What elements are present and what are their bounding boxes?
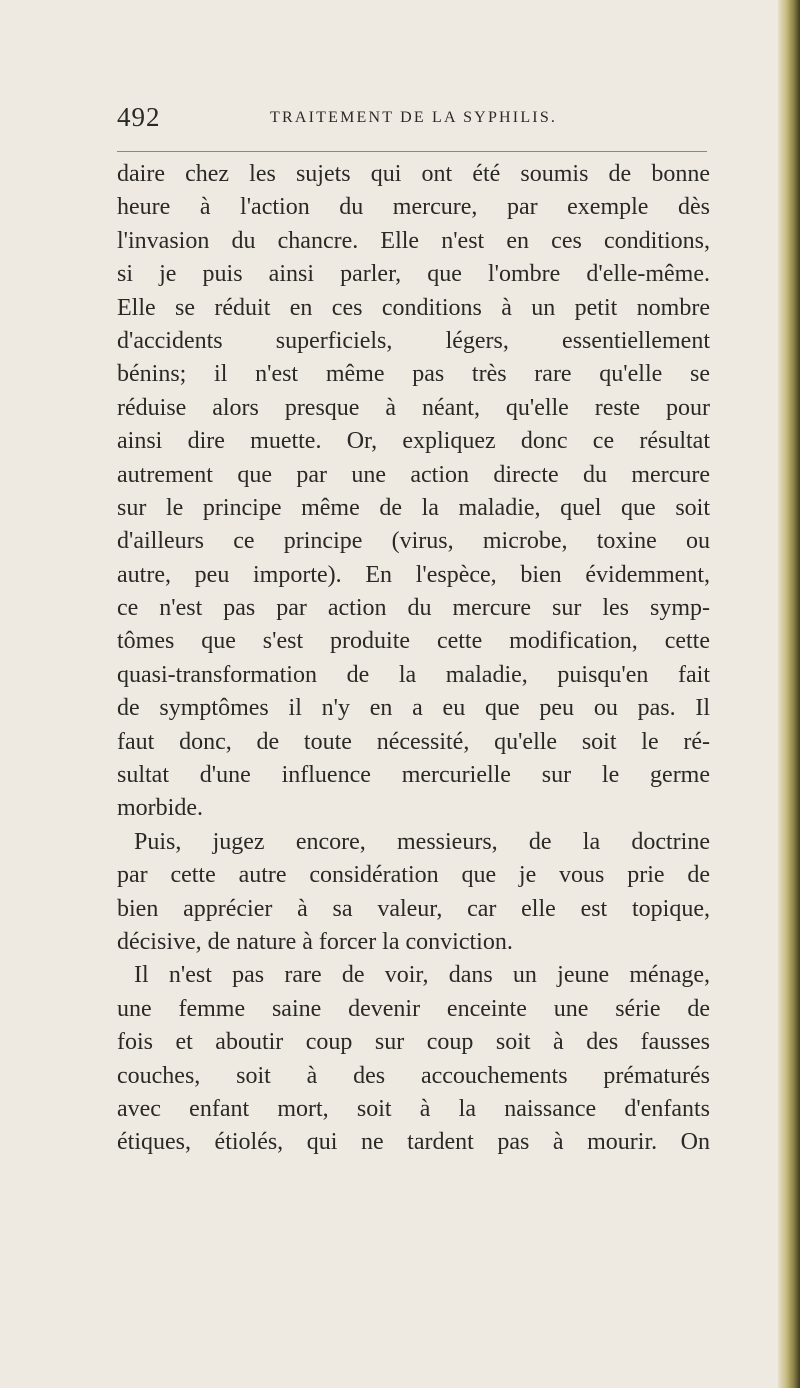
text-line: avec enfant mort, soit à la naissance d'enfants: [117, 1095, 710, 1122]
text-line: heure à l'action du mercure, par exemple dès: [117, 194, 710, 221]
text-line: l'invasion du chancre. Elle n'est en ces conditions,: [117, 227, 710, 254]
text-line: une femme saine devenir enceinte une série de: [117, 995, 710, 1022]
running-head: TRAITEMENT DE LA SYPHILIS.: [270, 109, 558, 126]
text-line: faut donc, de toute nécessité, qu'elle soit le ré-: [117, 728, 710, 755]
text-line: quasi-transformation de la maladie, puisqu'en fait: [117, 661, 710, 688]
text-line: autrement que par une action directe du mercure: [117, 461, 710, 488]
text-line: bénins; il n'est même pas très rare qu'elle se: [117, 361, 710, 388]
text-line: couches, soit à des accouchements prématurés: [117, 1062, 710, 1089]
text-line: daire chez les sujets qui ont été soumis de bonne: [117, 161, 710, 187]
text-line: fois et aboutir coup sur coup soit à des fausses: [117, 1029, 710, 1056]
text-line: bien apprécier à sa valeur, car elle est topique,: [117, 895, 710, 922]
text-line: par cette autre considération que je vous prie de: [117, 862, 710, 889]
text-line: d'accidents superficiels, légers, essentiellement: [117, 327, 710, 354]
text-line: de symptômes il n'y en a eu que peu ou pas. Il: [117, 695, 710, 722]
text-line: décisive, de nature à forcer la conviction.: [117, 928, 513, 955]
text-line: réduise alors presque à néant, qu'elle reste pour: [117, 394, 710, 421]
text-line: sultat d'une influence mercurielle sur le germe: [117, 762, 710, 789]
text-line: autre, peu importe). En l'espèce, bien évidemment,: [117, 561, 710, 588]
page-header: [117, 100, 717, 134]
text-line: Elle se réduit en ces conditions à un petit nombre: [117, 294, 710, 321]
page-number: 492: [117, 102, 161, 132]
text-line: Puis, jugez encore, messieurs, de la doctrine: [134, 828, 710, 855]
page-edge: [778, 0, 800, 1388]
text-line: si je puis ainsi parler, que l'ombre d'elle-même.: [117, 261, 710, 288]
text-line: Il n'est pas rare de voir, dans un jeune ménage,: [134, 962, 710, 989]
text-line: ainsi dire muette. Or, expliquez donc ce résultat: [117, 428, 710, 455]
text-line: étiques, étiolés, qui ne tardent pas à mourir. On: [117, 1129, 710, 1156]
header-rule: [117, 151, 707, 152]
text-line: d'ailleurs ce principe (virus, microbe, toxine ou: [117, 528, 710, 555]
text-line: sur le principe même de la maladie, quel que soit: [117, 494, 710, 521]
text-line: morbide.: [117, 795, 203, 822]
body-text: [117, 158, 710, 1160]
text-line: ce n'est pas par action du mercure sur les symp-: [117, 595, 710, 622]
text-line: tômes que s'est produite cette modification, cette: [117, 628, 710, 655]
